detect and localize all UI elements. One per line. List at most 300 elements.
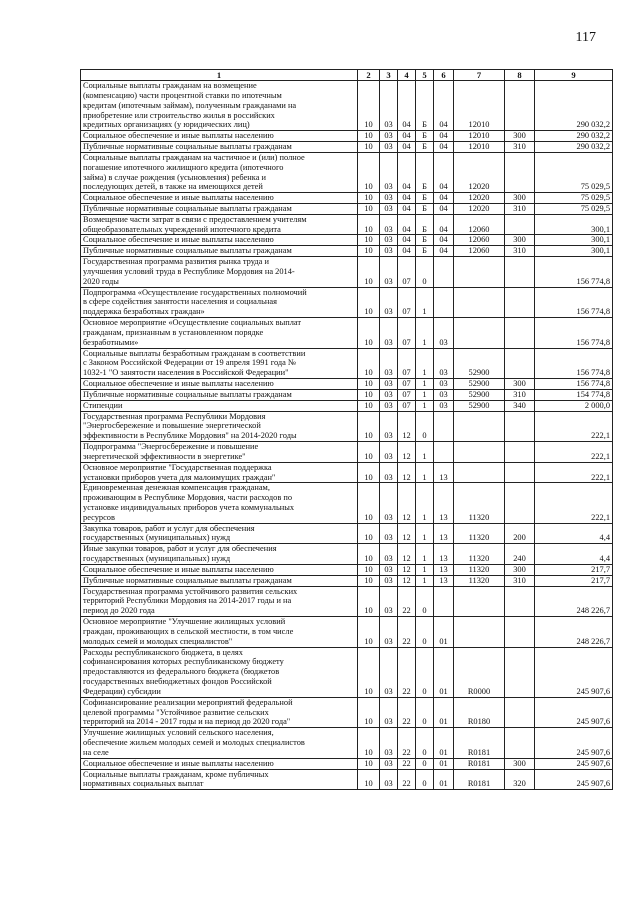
- amount: 156 774,8: [535, 348, 613, 378]
- amount: 300,1: [535, 214, 613, 235]
- code-expense-type: [505, 462, 535, 483]
- table-row: [81, 379, 613, 390]
- table-row: [81, 575, 613, 586]
- table-row: [81, 348, 613, 378]
- code-expense-type: [505, 348, 535, 378]
- header-col-5: 5: [416, 70, 434, 81]
- item-name: Основное мероприятие "Государственная поддержка установки приборов учета для малоимущих граждан": [81, 462, 358, 483]
- code-subprogram: 0: [416, 647, 434, 697]
- code-subsection: 03: [380, 523, 398, 544]
- code-program: 12: [398, 575, 416, 586]
- code-expense-type: [505, 287, 535, 317]
- code-direction: [454, 318, 505, 348]
- code-subprogram: Б: [416, 193, 434, 204]
- code-event: 04: [434, 235, 454, 246]
- code-section: 10: [358, 462, 380, 483]
- code-section: 10: [358, 318, 380, 348]
- code-subprogram: Б: [416, 246, 434, 257]
- code-expense-type: 310: [505, 389, 535, 400]
- code-expense-type: 310: [505, 246, 535, 257]
- code-event: 01: [434, 758, 454, 769]
- code-expense-type: [505, 586, 535, 616]
- code-expense-type: [505, 214, 535, 235]
- code-event: 13: [434, 483, 454, 523]
- code-subprogram: 1: [416, 575, 434, 586]
- code-subsection: 03: [380, 214, 398, 235]
- amount: 217,7: [535, 575, 613, 586]
- amount: 245 907,6: [535, 758, 613, 769]
- header-col-1: 1: [81, 70, 358, 81]
- header-col-2: 2: [358, 70, 380, 81]
- code-section: 10: [358, 697, 380, 727]
- code-direction: 12020: [454, 193, 505, 204]
- budget-table: [80, 69, 613, 790]
- code-subprogram: 1: [416, 483, 434, 523]
- code-subprogram: 1: [416, 287, 434, 317]
- amount: 222,1: [535, 442, 613, 463]
- code-subsection: 03: [380, 544, 398, 565]
- item-name: Публичные нормативные социальные выплаты гражданам: [81, 142, 358, 153]
- amount: 290 032,2: [535, 142, 613, 153]
- code-subprogram: 1: [416, 462, 434, 483]
- code-program: 12: [398, 564, 416, 575]
- code-subsection: 03: [380, 697, 398, 727]
- code-section: 10: [358, 400, 380, 411]
- code-subsection: 03: [380, 348, 398, 378]
- table-row: [81, 214, 613, 235]
- item-name: Социальное обеспечение и иные выплаты населению: [81, 193, 358, 204]
- code-section: 10: [358, 758, 380, 769]
- table-row: [81, 647, 613, 697]
- code-event: [434, 257, 454, 287]
- item-name: Расходы республиканского бюджета, в целях софинансирования которых республиканскому бюджету предоставляются из федерального бюджета (бюджетов государственных внебюджетных фондов Российской Федерации) субсидии: [81, 647, 358, 697]
- amount: 248 226,7: [535, 617, 613, 647]
- code-program: 07: [398, 379, 416, 390]
- code-subprogram: 1: [416, 523, 434, 544]
- code-program: 12: [398, 523, 416, 544]
- code-expense-type: 300: [505, 235, 535, 246]
- table-row: [81, 442, 613, 463]
- code-expense-type: [505, 81, 535, 131]
- code-program: 12: [398, 411, 416, 441]
- code-section: 10: [358, 483, 380, 523]
- code-event: 13: [434, 523, 454, 544]
- code-expense-type: [505, 257, 535, 287]
- code-event: 04: [434, 142, 454, 153]
- code-event: 13: [434, 564, 454, 575]
- amount: 156 774,8: [535, 318, 613, 348]
- code-program: 04: [398, 152, 416, 192]
- code-subprogram: Б: [416, 235, 434, 246]
- code-program: 04: [398, 142, 416, 153]
- item-name: Государственная программа Республики Мордовия "Энергосбережение и повышение энергетической эффективности в Республике Мордовия" на 2014-2020 годы: [81, 411, 358, 441]
- code-subsection: 03: [380, 142, 398, 153]
- code-section: 10: [358, 523, 380, 544]
- code-subprogram: Б: [416, 203, 434, 214]
- amount: 248 226,7: [535, 586, 613, 616]
- table-row: [81, 257, 613, 287]
- table-row: [81, 728, 613, 758]
- code-section: 10: [358, 586, 380, 616]
- code-subprogram: 0: [416, 617, 434, 647]
- header-col-9: 9: [535, 70, 613, 81]
- item-name: Подпрограмма «Осуществление государственных полномочий в сфере содействия занятости населения и социальная поддержка безработных граждан»: [81, 287, 358, 317]
- table-row: [81, 389, 613, 400]
- code-expense-type: [505, 318, 535, 348]
- page-number: 117: [575, 30, 596, 45]
- code-subsection: 03: [380, 617, 398, 647]
- amount: 300,1: [535, 246, 613, 257]
- code-program: 07: [398, 400, 416, 411]
- code-event: 13: [434, 575, 454, 586]
- code-program: 04: [398, 235, 416, 246]
- code-direction: 11320: [454, 483, 505, 523]
- code-subsection: 03: [380, 411, 398, 441]
- code-expense-type: 320: [505, 769, 535, 790]
- code-program: 22: [398, 728, 416, 758]
- item-name: Публичные нормативные социальные выплаты гражданам: [81, 203, 358, 214]
- item-name: Софинансирование реализации мероприятий федеральной целевой программы "Устойчивое развитие сельских территорий на 2014 - 2017 годы и на период до 2020 года": [81, 697, 358, 727]
- code-subsection: 03: [380, 318, 398, 348]
- code-direction: 52900: [454, 400, 505, 411]
- code-subprogram: Б: [416, 152, 434, 192]
- code-section: 10: [358, 203, 380, 214]
- item-name: Социальное обеспечение и иные выплаты населению: [81, 379, 358, 390]
- code-subprogram: 0: [416, 697, 434, 727]
- code-subprogram: 0: [416, 728, 434, 758]
- table-row: [81, 697, 613, 727]
- table-row: [81, 411, 613, 441]
- code-subsection: 03: [380, 193, 398, 204]
- code-expense-type: 300: [505, 758, 535, 769]
- code-direction: 12060: [454, 246, 505, 257]
- code-direction: R0181: [454, 769, 505, 790]
- code-section: 10: [358, 564, 380, 575]
- code-event: 04: [434, 214, 454, 235]
- amount: 245 907,6: [535, 697, 613, 727]
- table-row: [81, 586, 613, 616]
- code-event: 01: [434, 728, 454, 758]
- code-section: 10: [358, 152, 380, 192]
- amount: 245 907,6: [535, 769, 613, 790]
- table-row: [81, 523, 613, 544]
- code-subprogram: 1: [416, 348, 434, 378]
- code-subsection: 03: [380, 246, 398, 257]
- code-subsection: 03: [380, 81, 398, 131]
- table-row: [81, 483, 613, 523]
- code-event: 03: [434, 389, 454, 400]
- code-event: [434, 287, 454, 317]
- code-section: 10: [358, 647, 380, 697]
- table-row: [81, 203, 613, 214]
- amount: 154 774,8: [535, 389, 613, 400]
- code-subsection: 03: [380, 152, 398, 192]
- code-section: 10: [358, 389, 380, 400]
- code-direction: 12020: [454, 152, 505, 192]
- code-section: 10: [358, 348, 380, 378]
- amount: 4,4: [535, 523, 613, 544]
- code-program: 04: [398, 246, 416, 257]
- code-expense-type: [505, 411, 535, 441]
- code-expense-type: 300: [505, 564, 535, 575]
- code-program: 12: [398, 462, 416, 483]
- code-section: 10: [358, 442, 380, 463]
- item-name: Возмещение части затрат в связи с предоставлением учителям общеобразовательных учреждений ипотечного кредита: [81, 214, 358, 235]
- table-row: [81, 769, 613, 790]
- code-direction: 12010: [454, 142, 505, 153]
- code-direction: [454, 287, 505, 317]
- code-expense-type: [505, 152, 535, 192]
- item-name: Единовременная денежная компенсация гражданам, проживающим в Республике Мордовия, части расходов по установке индивидуальных приборов учета коммунальных ресурсов: [81, 483, 358, 523]
- code-subsection: 03: [380, 131, 398, 142]
- table-row: [81, 142, 613, 153]
- table-row: [81, 246, 613, 257]
- table-row: [81, 758, 613, 769]
- code-direction: R0180: [454, 697, 505, 727]
- item-name: Основное мероприятие «Осуществление социальных выплат гражданам, признанным в установленном порядке безработными»: [81, 318, 358, 348]
- code-event: 04: [434, 81, 454, 131]
- amount: 156 774,8: [535, 287, 613, 317]
- code-subsection: 03: [380, 728, 398, 758]
- code-event: 01: [434, 697, 454, 727]
- code-subprogram: 1: [416, 400, 434, 411]
- code-section: 10: [358, 287, 380, 317]
- table-row: [81, 318, 613, 348]
- code-program: 04: [398, 81, 416, 131]
- table-row: [81, 544, 613, 565]
- amount: 75 029,5: [535, 193, 613, 204]
- item-name: Государственная программа развития рынка труда и улучшения условий труда в Республике Мордовия на 2014- 2020 годы: [81, 257, 358, 287]
- code-subprogram: 0: [416, 586, 434, 616]
- table-row: [81, 81, 613, 131]
- code-subprogram: Б: [416, 131, 434, 142]
- code-direction: 12010: [454, 81, 505, 131]
- code-program: 12: [398, 442, 416, 463]
- table-row: [81, 152, 613, 192]
- item-name: Социальное обеспечение и иные выплаты населению: [81, 131, 358, 142]
- code-program: 04: [398, 193, 416, 204]
- amount: 300,1: [535, 235, 613, 246]
- amount: 222,1: [535, 483, 613, 523]
- code-subsection: 03: [380, 400, 398, 411]
- code-direction: [454, 617, 505, 647]
- item-name: Публичные нормативные социальные выплаты гражданам: [81, 246, 358, 257]
- header-col-3: 3: [380, 70, 398, 81]
- code-program: 22: [398, 617, 416, 647]
- item-name: Иные закупки товаров, работ и услуг для обеспечения государственных (муниципальных) нужд: [81, 544, 358, 565]
- code-direction: 12060: [454, 214, 505, 235]
- code-subsection: 03: [380, 462, 398, 483]
- code-section: 10: [358, 617, 380, 647]
- code-subprogram: 1: [416, 379, 434, 390]
- code-program: 22: [398, 769, 416, 790]
- code-expense-type: 310: [505, 203, 535, 214]
- code-event: [434, 442, 454, 463]
- table-row: [81, 617, 613, 647]
- code-program: 22: [398, 586, 416, 616]
- code-subsection: 03: [380, 442, 398, 463]
- item-name: Публичные нормативные социальные выплаты гражданам: [81, 575, 358, 586]
- code-direction: R0181: [454, 758, 505, 769]
- item-name: Социальное обеспечение и иные выплаты населению: [81, 235, 358, 246]
- code-section: 10: [358, 214, 380, 235]
- code-direction: R0000: [454, 647, 505, 697]
- code-event: 01: [434, 769, 454, 790]
- code-expense-type: [505, 647, 535, 697]
- code-section: 10: [358, 257, 380, 287]
- code-expense-type: [505, 617, 535, 647]
- code-subsection: 03: [380, 287, 398, 317]
- code-section: 10: [358, 131, 380, 142]
- code-direction: 11320: [454, 575, 505, 586]
- code-program: 12: [398, 483, 416, 523]
- table-row: [81, 462, 613, 483]
- amount: 290 032,2: [535, 131, 613, 142]
- table-header-row: [81, 70, 613, 81]
- code-program: 22: [398, 758, 416, 769]
- code-section: 10: [358, 575, 380, 586]
- code-event: 04: [434, 193, 454, 204]
- code-event: [434, 586, 454, 616]
- code-section: 10: [358, 728, 380, 758]
- code-subprogram: Б: [416, 214, 434, 235]
- item-name: Публичные нормативные социальные выплаты гражданам: [81, 389, 358, 400]
- amount: 75 029,5: [535, 203, 613, 214]
- code-section: 10: [358, 246, 380, 257]
- code-expense-type: 300: [505, 131, 535, 142]
- amount: 290 032,2: [535, 81, 613, 131]
- code-event: 04: [434, 152, 454, 192]
- code-subprogram: 1: [416, 442, 434, 463]
- amount: 222,1: [535, 462, 613, 483]
- item-name: Социальные выплаты гражданам на возмещение (компенсацию) части процентной ставки по ипотечным кредитам (ипотечным займам), полученным гражданами на приобретение или строительство жилья в российских кредитных организациях (у юридических лиц): [81, 81, 358, 131]
- header-col-8: 8: [505, 70, 535, 81]
- table-row: [81, 193, 613, 204]
- code-direction: [454, 442, 505, 463]
- code-section: 10: [358, 193, 380, 204]
- item-name: Социальные выплаты безработным гражданам в соответствии с Законом Российской Федерации от 19 апреля 1991 года № 1032-1 "О занятости населения в Российской Федерации": [81, 348, 358, 378]
- code-section: 10: [358, 142, 380, 153]
- item-name: Подпрограмма "Энергосбережение и повышение энергетической эффективности в энергетике": [81, 442, 358, 463]
- amount: 156 774,8: [535, 379, 613, 390]
- code-program: 07: [398, 348, 416, 378]
- table-row: [81, 131, 613, 142]
- code-subsection: 03: [380, 379, 398, 390]
- code-expense-type: 300: [505, 379, 535, 390]
- code-section: 10: [358, 379, 380, 390]
- code-direction: 12020: [454, 203, 505, 214]
- code-expense-type: 310: [505, 575, 535, 586]
- code-direction: 12010: [454, 131, 505, 142]
- code-expense-type: 340: [505, 400, 535, 411]
- table-row: [81, 400, 613, 411]
- item-name: Государственная программа устойчивого развития сельских территорий Республики Мордовия на 2014-2017 годы и на период до 2020 года: [81, 586, 358, 616]
- code-section: 10: [358, 411, 380, 441]
- code-expense-type: [505, 442, 535, 463]
- code-subsection: 03: [380, 257, 398, 287]
- code-program: 07: [398, 318, 416, 348]
- amount: 75 029,5: [535, 152, 613, 192]
- code-subsection: 03: [380, 647, 398, 697]
- code-subsection: 03: [380, 483, 398, 523]
- item-name: Стипендии: [81, 400, 358, 411]
- amount: 222,1: [535, 411, 613, 441]
- amount: 245 907,6: [535, 647, 613, 697]
- code-event: 01: [434, 617, 454, 647]
- code-subprogram: 0: [416, 257, 434, 287]
- code-event: 13: [434, 544, 454, 565]
- code-event: [434, 411, 454, 441]
- code-subprogram: 0: [416, 769, 434, 790]
- code-event: 04: [434, 203, 454, 214]
- code-expense-type: [505, 728, 535, 758]
- item-name: Социальные выплаты гражданам, кроме публичных нормативных социальных выплат: [81, 769, 358, 790]
- code-direction: 11320: [454, 523, 505, 544]
- code-expense-type: 310: [505, 142, 535, 153]
- code-section: 10: [358, 769, 380, 790]
- code-direction: [454, 586, 505, 616]
- code-program: 22: [398, 697, 416, 727]
- item-name: Социальное обеспечение и иные выплаты населению: [81, 564, 358, 575]
- item-name: Основное мероприятие "Улучшение жилищных условий граждан, проживающих в сельской местности, в том числе молодых семей и молодых специалистов": [81, 617, 358, 647]
- code-direction: 11320: [454, 564, 505, 575]
- code-event: 03: [434, 379, 454, 390]
- code-event: 01: [434, 647, 454, 697]
- code-program: 22: [398, 647, 416, 697]
- header-col-7: 7: [454, 70, 505, 81]
- code-subsection: 03: [380, 235, 398, 246]
- code-subprogram: 0: [416, 758, 434, 769]
- code-direction: 52900: [454, 389, 505, 400]
- amount: 156 774,8: [535, 257, 613, 287]
- amount: 2 000,0: [535, 400, 613, 411]
- table-row: [81, 235, 613, 246]
- code-direction: 52900: [454, 348, 505, 378]
- code-event: 03: [434, 348, 454, 378]
- item-name: Социальные выплаты гражданам на частичное и (или) полное погашение ипотечного жилищного кредита (ипотечного займа) в случае рождения (усыновления) ребенка и последующих детей, в также на имеющихся детей: [81, 152, 358, 192]
- code-expense-type: 200: [505, 523, 535, 544]
- code-expense-type: [505, 697, 535, 727]
- amount: 217,7: [535, 564, 613, 575]
- amount: 4,4: [535, 544, 613, 565]
- table-row: [81, 287, 613, 317]
- code-program: 04: [398, 214, 416, 235]
- item-name: Закупка товаров, работ и услуг для обеспечения государственных (муниципальных) нужд: [81, 523, 358, 544]
- code-direction: 12060: [454, 235, 505, 246]
- code-subprogram: 0: [416, 411, 434, 441]
- code-subsection: 03: [380, 203, 398, 214]
- code-subprogram: 1: [416, 564, 434, 575]
- code-program: 04: [398, 131, 416, 142]
- code-subprogram: 1: [416, 544, 434, 565]
- item-name: Улучшение жилищных условий сельского населения, обеспечение жильем молодых семей и молодых специалистов на селе: [81, 728, 358, 758]
- code-subprogram: Б: [416, 81, 434, 131]
- table-row: [81, 564, 613, 575]
- code-section: 10: [358, 235, 380, 246]
- code-direction: [454, 462, 505, 483]
- code-subsection: 03: [380, 564, 398, 575]
- code-direction: 52900: [454, 379, 505, 390]
- code-subsection: 03: [380, 389, 398, 400]
- header-col-6: 6: [434, 70, 454, 81]
- code-subprogram: 1: [416, 318, 434, 348]
- code-direction: R0181: [454, 728, 505, 758]
- code-subsection: 03: [380, 575, 398, 586]
- amount: 245 907,6: [535, 728, 613, 758]
- code-direction: [454, 411, 505, 441]
- code-event: 03: [434, 318, 454, 348]
- code-subprogram: Б: [416, 142, 434, 153]
